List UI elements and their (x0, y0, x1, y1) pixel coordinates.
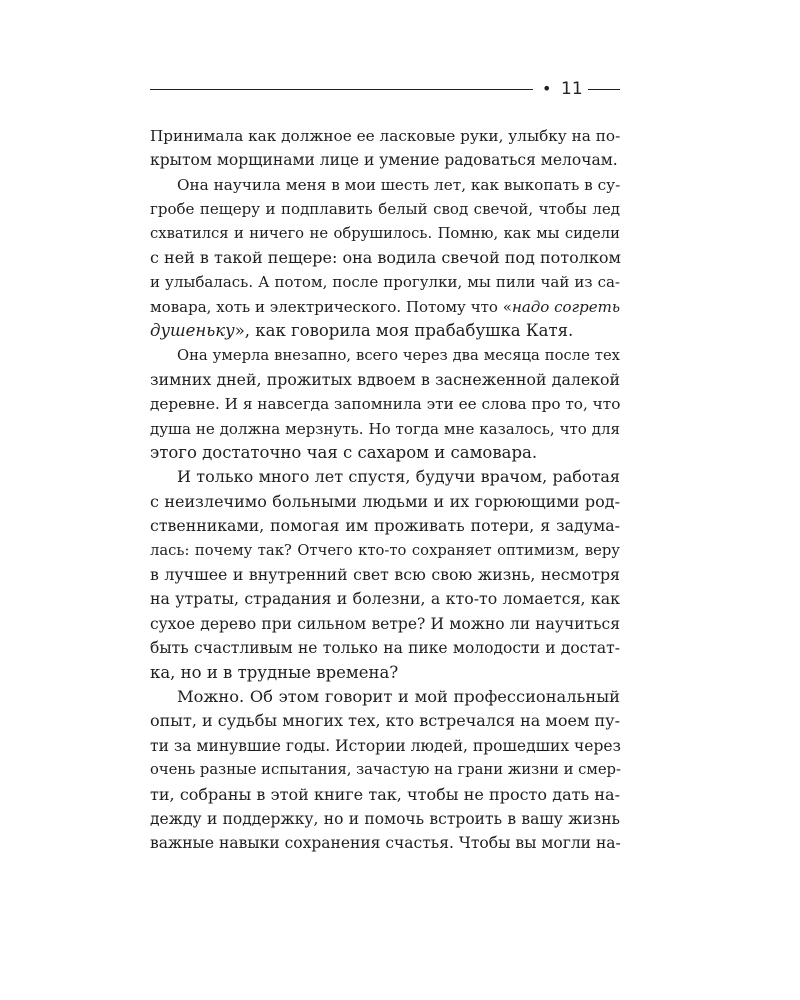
text-line: лась: почему так? Отчего кто-то сохраняет оптимизм, веру (150, 541, 620, 559)
text-line: этого достаточно чая с сахаром и самовара. (150, 443, 538, 463)
text-line: важные навыки сохранения счастья. Чтобы вы могли на- (150, 834, 621, 853)
italic-quote: душеньку (150, 321, 235, 341)
text-line: Принимала как должное ее ласковые руки, улыбку на по- (150, 127, 621, 145)
text-line: деревне. И я навсегда запомнила эти ее слова про то, что (150, 395, 621, 414)
text-line (150, 295, 620, 319)
text-segment: », как говорила моя прабабушка Катя. (234, 321, 574, 341)
text-line: зимних дней, прожитых вдвоем в заснеженной далекой (150, 369, 620, 389)
text-line: очень разные испытания, зачастую на грани жизни и смер- (150, 761, 621, 779)
text-line: Она умерла внезапно, всего через два месяца после тех (177, 346, 620, 364)
text-line: сухое дерево при сильном ветре? И можно ли научиться (150, 614, 620, 633)
text-line: ка, но и в трудные времена? (150, 662, 399, 682)
header-rule-left (150, 89, 533, 90)
text-line: Можно. Об этом говорит и мой профессиональный (177, 686, 620, 706)
text-line: И только много лет спустя, будучи врачом, работая (177, 467, 620, 487)
text-line: ти за минувшие годы. Истории людей, прошедших через (150, 736, 621, 755)
text-line: ти, собраны в этой книге так, чтобы не просто дать на- (150, 784, 620, 804)
text-line: крытом морщинами лице и умение радоваться мелочам. (150, 151, 618, 170)
text-line: гробе пещеру и подплавить белый свод свечой, чтобы лед (150, 200, 620, 219)
italic-quote: надо согреть (511, 297, 620, 316)
body-text (150, 124, 620, 856)
text-line: опыт, и судьбы многих тех, кто встречался на моем пу- (150, 711, 620, 731)
text-line: на утраты, страдания и болезни, а кто-то ломается, как (150, 589, 620, 609)
text-line: дежду и поддержку, но и помочь встроить в вашу жизнь (150, 809, 620, 828)
text-line (150, 319, 620, 343)
running-header (150, 78, 620, 102)
text-line: схватился и ничего не обрушилось. Помню, как мы сидели (150, 224, 620, 242)
text-line: Она научила меня в мои шесть лет, как выкопать в су- (177, 175, 621, 194)
header-rule-right (588, 89, 620, 90)
text-line: с неизлечимо больными людьми и их горюющими род- (150, 491, 620, 511)
text-line: душа не должна мерзнуть. Но тогда мне казалось, что для (150, 419, 620, 438)
text-line: в лучшее и внутренний свет всю свою жизнь, несмотря (150, 565, 620, 585)
text-line: и улыбалась. А потом, после прогулки, мы пили чай из са- (150, 273, 620, 292)
page-number: 11 (561, 79, 583, 99)
text-segment: мовара, хоть и электрического. Потому что « (150, 297, 512, 316)
text-line: ственниками, помогая им проживать потери, я задума- (150, 516, 620, 536)
text-line: быть счастливым не только на пике молодости и достат- (150, 639, 620, 658)
text-line: с ней в такой пещере: она водила свечой под потолком (150, 247, 621, 267)
header-bullet: • (542, 79, 552, 98)
